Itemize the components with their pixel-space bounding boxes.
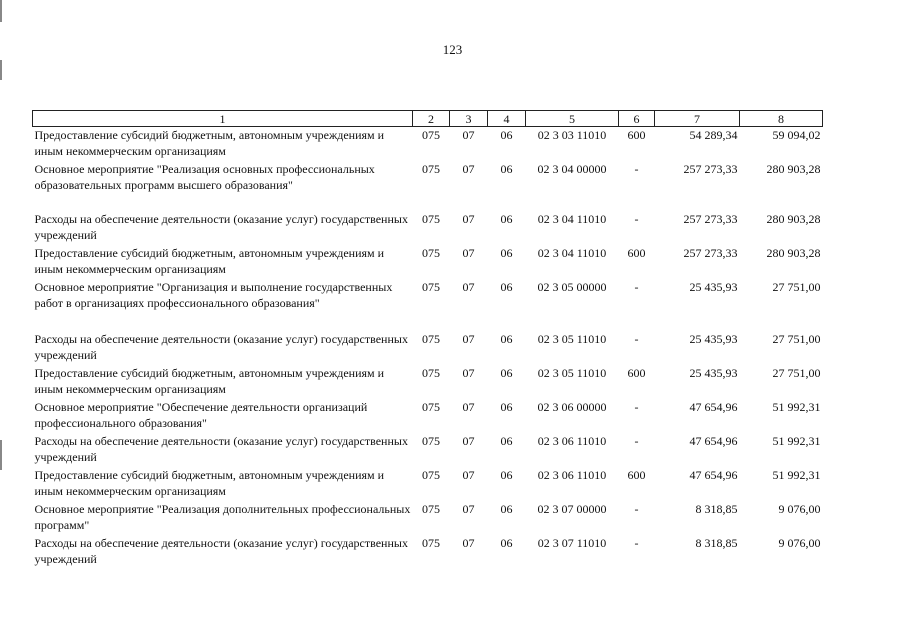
cell-target-article: 02 3 06 00000 bbox=[537, 399, 607, 414]
cell-section: 07 bbox=[462, 128, 475, 142]
cell-section: 07 bbox=[462, 535, 475, 550]
header-cell: 2 bbox=[413, 111, 450, 127]
cell-expense-type: 600 bbox=[627, 128, 646, 142]
cell-amount-1: 47 654,96 bbox=[689, 467, 738, 482]
cell-section: 07 bbox=[462, 211, 475, 226]
cell-subsection: 06 bbox=[500, 501, 513, 516]
cell-amount-2: 280 903,28 bbox=[766, 245, 821, 260]
cell-subsection: 06 bbox=[500, 433, 513, 448]
cell-target-article: 02 3 05 11010 bbox=[537, 365, 607, 380]
row-description: Основное мероприятие "Обеспечение деятельности организаций профессионального образования" bbox=[34, 399, 368, 430]
row-description: Предоставление субсидий бюджетным, автономным учреждениям и иным некоммерческим организациям bbox=[34, 365, 385, 396]
budget-table bbox=[32, 110, 823, 569]
table-row bbox=[33, 467, 823, 501]
table-row bbox=[33, 535, 823, 569]
cell-section: 07 bbox=[462, 279, 475, 294]
cell-amount-2: 9 076,00 bbox=[778, 501, 821, 516]
cell-subsection: 06 bbox=[500, 399, 513, 414]
cell-amount-1: 8 318,85 bbox=[695, 501, 738, 516]
header-row bbox=[33, 111, 823, 127]
cell-amount-1: 47 654,96 bbox=[689, 399, 738, 414]
cell-ministry: 075 bbox=[422, 433, 440, 448]
table-row bbox=[33, 127, 823, 161]
cell-ministry: 075 bbox=[422, 467, 440, 482]
header-cell: 1 bbox=[33, 111, 413, 127]
row-description: Предоставление субсидий бюджетным, автономным учреждениям и иным некоммерческим организациям bbox=[34, 467, 385, 498]
cell-section: 07 bbox=[462, 161, 475, 176]
cell-amount-2: 51 992,31 bbox=[772, 433, 821, 448]
cell-subsection: 06 bbox=[500, 211, 513, 226]
page-number: 123 bbox=[442, 42, 463, 57]
cell-section: 07 bbox=[462, 331, 475, 346]
cell-section: 07 bbox=[462, 467, 475, 482]
cell-amount-2: 59 094,02 bbox=[772, 128, 821, 142]
cell-amount-2: 9 076,00 bbox=[778, 535, 821, 550]
cell-ministry: 075 bbox=[422, 279, 440, 294]
cell-expense-type: 600 bbox=[627, 365, 646, 380]
cell-amount-2: 27 751,00 bbox=[772, 331, 821, 346]
row-description: Расходы на обеспечение деятельности (оказание услуг) государственных учреждений bbox=[34, 433, 408, 464]
cell-target-article: 02 3 05 00000 bbox=[537, 279, 607, 294]
row-description: Предоставление субсидий бюджетным, автономным учреждениям и иным некоммерческим организациям bbox=[34, 128, 385, 158]
cell-subsection: 06 bbox=[500, 467, 513, 482]
cell-amount-1: 257 273,33 bbox=[683, 245, 738, 260]
row-description: Предоставление субсидий бюджетным, автономным учреждениям и иным некоммерческим организациям bbox=[34, 245, 385, 276]
cell-amount-1: 54 289,34 bbox=[689, 128, 738, 142]
cell-subsection: 06 bbox=[500, 535, 513, 550]
cell-ministry: 075 bbox=[422, 501, 440, 516]
cell-target-article: 02 3 03 11010 bbox=[537, 128, 607, 142]
cell-expense-type: - bbox=[634, 399, 639, 414]
cell-amount-2: 51 992,31 bbox=[772, 467, 821, 482]
table-row bbox=[33, 331, 823, 365]
cell-expense-type: 600 bbox=[627, 467, 646, 482]
row-description: Расходы на обеспечение деятельности (оказание услуг) государственных учреждений bbox=[34, 331, 408, 362]
cell-subsection: 06 bbox=[500, 365, 513, 380]
cell-amount-2: 27 751,00 bbox=[772, 279, 821, 294]
table-row bbox=[33, 161, 823, 211]
cell-target-article: 02 3 04 11010 bbox=[537, 245, 607, 260]
cell-ministry: 075 bbox=[422, 161, 440, 176]
cell-ministry: 075 bbox=[422, 128, 440, 142]
cell-subsection: 06 bbox=[500, 128, 513, 142]
cell-amount-1: 257 273,33 bbox=[683, 161, 738, 176]
table-row bbox=[33, 245, 823, 279]
cell-section: 07 bbox=[462, 399, 475, 414]
row-description: Основное мероприятие "Реализация основных профессиональных образовательных программ высшего образования" bbox=[34, 161, 375, 192]
cell-expense-type: - bbox=[634, 433, 639, 448]
cell-subsection: 06 bbox=[500, 331, 513, 346]
cell-ministry: 075 bbox=[422, 535, 440, 550]
cell-amount-2: 51 992,31 bbox=[772, 399, 821, 414]
cell-ministry: 075 bbox=[422, 211, 440, 226]
cell-expense-type: - bbox=[634, 331, 639, 346]
cell-ministry: 075 bbox=[422, 331, 440, 346]
cell-ministry: 075 bbox=[422, 365, 440, 380]
cell-section: 07 bbox=[462, 365, 475, 380]
cell-subsection: 06 bbox=[500, 245, 513, 260]
cell-expense-type: 600 bbox=[627, 245, 646, 260]
cell-section: 07 bbox=[462, 501, 475, 516]
cell-amount-1: 47 654,96 bbox=[689, 433, 738, 448]
cell-amount-1: 257 273,33 bbox=[683, 211, 738, 226]
cell-section: 07 bbox=[462, 433, 475, 448]
cell-target-article: 02 3 04 00000 bbox=[537, 161, 607, 176]
cell-target-article: 02 3 06 11010 bbox=[537, 467, 607, 482]
cell-amount-1: 25 435,93 bbox=[689, 365, 738, 380]
header-cell: 8 bbox=[740, 111, 823, 127]
header-cell: 6 bbox=[619, 111, 655, 127]
cell-amount-1: 25 435,93 bbox=[689, 331, 738, 346]
header-cell: 4 bbox=[488, 111, 526, 127]
cell-ministry: 075 bbox=[422, 245, 440, 260]
cell-amount-1: 8 318,85 bbox=[695, 535, 738, 550]
scan-edge-mark bbox=[0, 60, 2, 80]
table-row bbox=[33, 365, 823, 399]
table-row bbox=[33, 279, 823, 331]
cell-ministry: 075 bbox=[422, 399, 440, 414]
table-row bbox=[33, 501, 823, 535]
cell-target-article: 02 3 05 11010 bbox=[537, 331, 607, 346]
cell-subsection: 06 bbox=[500, 279, 513, 294]
cell-expense-type: - bbox=[634, 501, 639, 516]
cell-target-article: 02 3 07 11010 bbox=[537, 535, 607, 550]
header-cell: 5 bbox=[526, 111, 619, 127]
cell-section: 07 bbox=[462, 245, 475, 260]
cell-target-article: 02 3 04 11010 bbox=[537, 211, 607, 226]
cell-expense-type: - bbox=[634, 161, 639, 176]
cell-amount-2: 280 903,28 bbox=[766, 211, 821, 226]
table-row bbox=[33, 399, 823, 433]
cell-expense-type: - bbox=[634, 535, 639, 550]
table-row bbox=[33, 433, 823, 467]
row-description: Расходы на обеспечение деятельности (оказание услуг) государственных учреждений bbox=[34, 535, 408, 566]
row-description: Основное мероприятие "Реализация дополнительных профессиональных программ" bbox=[34, 501, 411, 532]
cell-amount-2: 280 903,28 bbox=[766, 161, 821, 176]
cell-subsection: 06 bbox=[500, 161, 513, 176]
cell-target-article: 02 3 07 00000 bbox=[537, 501, 607, 516]
cell-expense-type: - bbox=[634, 211, 639, 226]
header-cell: 3 bbox=[450, 111, 488, 127]
row-description: Основное мероприятие "Организация и выполнение государственных работ в организациях профессионального образования" bbox=[34, 279, 393, 310]
cell-target-article: 02 3 06 11010 bbox=[537, 433, 607, 448]
scan-edge-mark bbox=[0, 440, 2, 470]
row-description: Расходы на обеспечение деятельности (оказание услуг) государственных учреждений bbox=[34, 211, 408, 242]
header-cell: 7 bbox=[655, 111, 740, 127]
scan-edge-mark bbox=[0, 0, 2, 22]
cell-amount-2: 27 751,00 bbox=[772, 365, 821, 380]
table-row bbox=[33, 211, 823, 245]
cell-expense-type: - bbox=[634, 279, 639, 294]
cell-amount-1: 25 435,93 bbox=[689, 279, 738, 294]
